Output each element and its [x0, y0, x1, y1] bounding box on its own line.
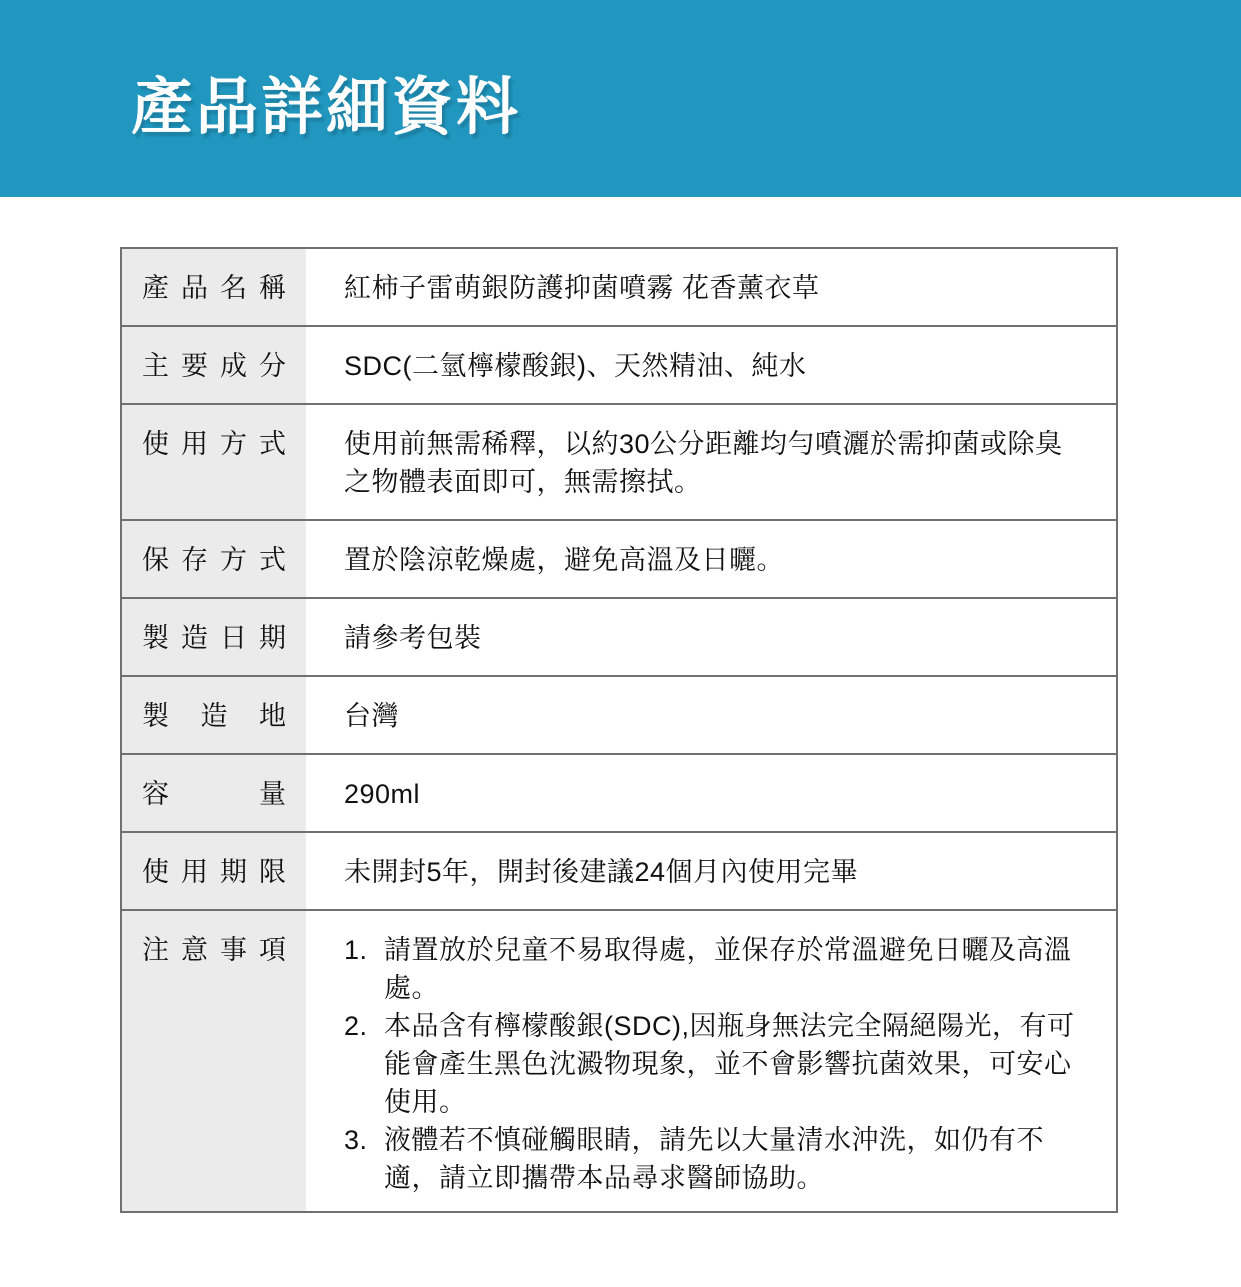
spec-label-text: 使 用 方 式	[142, 429, 286, 459]
precaution-item	[344, 1007, 1088, 1121]
spec-label-ingredients	[122, 327, 306, 403]
spec-label-text: 製 造 日 期	[142, 623, 286, 653]
spec-row-mfg-date	[122, 597, 1116, 675]
spec-label-text: 容 量	[142, 779, 286, 809]
precaution-text: 液體若不慎碰觸眼睛，請先以大量清水沖洗，如仍有不適，請立即攜帶本品尋求醫師協助。	[384, 1125, 1044, 1193]
precaution-number: 2.	[344, 1011, 368, 1041]
spec-label-text: 主 要 成 分	[142, 351, 286, 381]
precaution-item	[344, 931, 1088, 1007]
spec-label-text: 使 用 期 限	[142, 857, 286, 887]
spec-label-text: 製 造 地	[142, 701, 286, 731]
product-spec-table	[120, 247, 1118, 1213]
spec-row-usage	[122, 403, 1116, 519]
spec-value-volume: 290ml	[344, 779, 421, 809]
spec-value-usage: 使用前無需稀釋，以約30公分距離均勻噴灑於需抑菌或除臭之物體表面即可，無需擦拭。	[344, 429, 1063, 497]
spec-row-product-name	[122, 249, 1116, 325]
spec-label-usage	[122, 405, 306, 519]
spec-label-text: 注 意 事 項	[142, 935, 286, 965]
spec-value-origin: 台灣	[344, 701, 399, 731]
spec-label-storage	[122, 521, 306, 597]
spec-label-volume	[122, 755, 306, 831]
spec-row-storage	[122, 519, 1116, 597]
precaution-text: 請置放於兒童不易取得處，並保存於常溫避免日曬及高溫處。	[384, 935, 1072, 1003]
precaution-number: 3.	[344, 1125, 368, 1155]
spec-row-shelf-life	[122, 831, 1116, 909]
header-banner	[0, 0, 1241, 197]
spec-row-volume	[122, 753, 1116, 831]
spec-label-text: 產 品 名 稱	[142, 273, 286, 303]
spec-label-text: 保 存 方 式	[142, 545, 286, 575]
spec-row-precautions	[122, 909, 1116, 1211]
precaution-text: 本品含有檸檬酸銀(SDC),因瓶身無法完全隔絕陽光，有可能會產生黑色沈澱物現象，並不會影響抗菌效果，可安心使用。	[384, 1011, 1075, 1117]
spec-value-ingredients: SDC(二氫檸檬酸銀)、天然精油、純水	[344, 351, 807, 381]
precaution-number: 1.	[344, 935, 368, 965]
spec-row-ingredients	[122, 325, 1116, 403]
spec-value-precautions	[306, 911, 1116, 1211]
spec-label-precautions	[122, 911, 306, 1211]
spec-value-shelf-life: 未開封5年，開封後建議24個月內使用完畢	[344, 857, 859, 887]
precaution-item	[344, 1121, 1088, 1197]
spec-value-mfg-date: 請參考包裝	[344, 623, 482, 653]
spec-value-storage: 置於陰涼乾燥處，避免高溫及日曬。	[344, 545, 784, 575]
spec-row-origin	[122, 675, 1116, 753]
spec-label-product-name	[122, 249, 306, 325]
spec-label-shelf-life	[122, 833, 306, 909]
spec-label-mfg-date	[122, 599, 306, 675]
spec-value-product-name: 紅柿子雷萌銀防護抑菌噴霧 花香薰衣草	[344, 273, 820, 303]
spec-label-origin	[122, 677, 306, 753]
page-title: 產品詳細資料	[131, 73, 522, 142]
